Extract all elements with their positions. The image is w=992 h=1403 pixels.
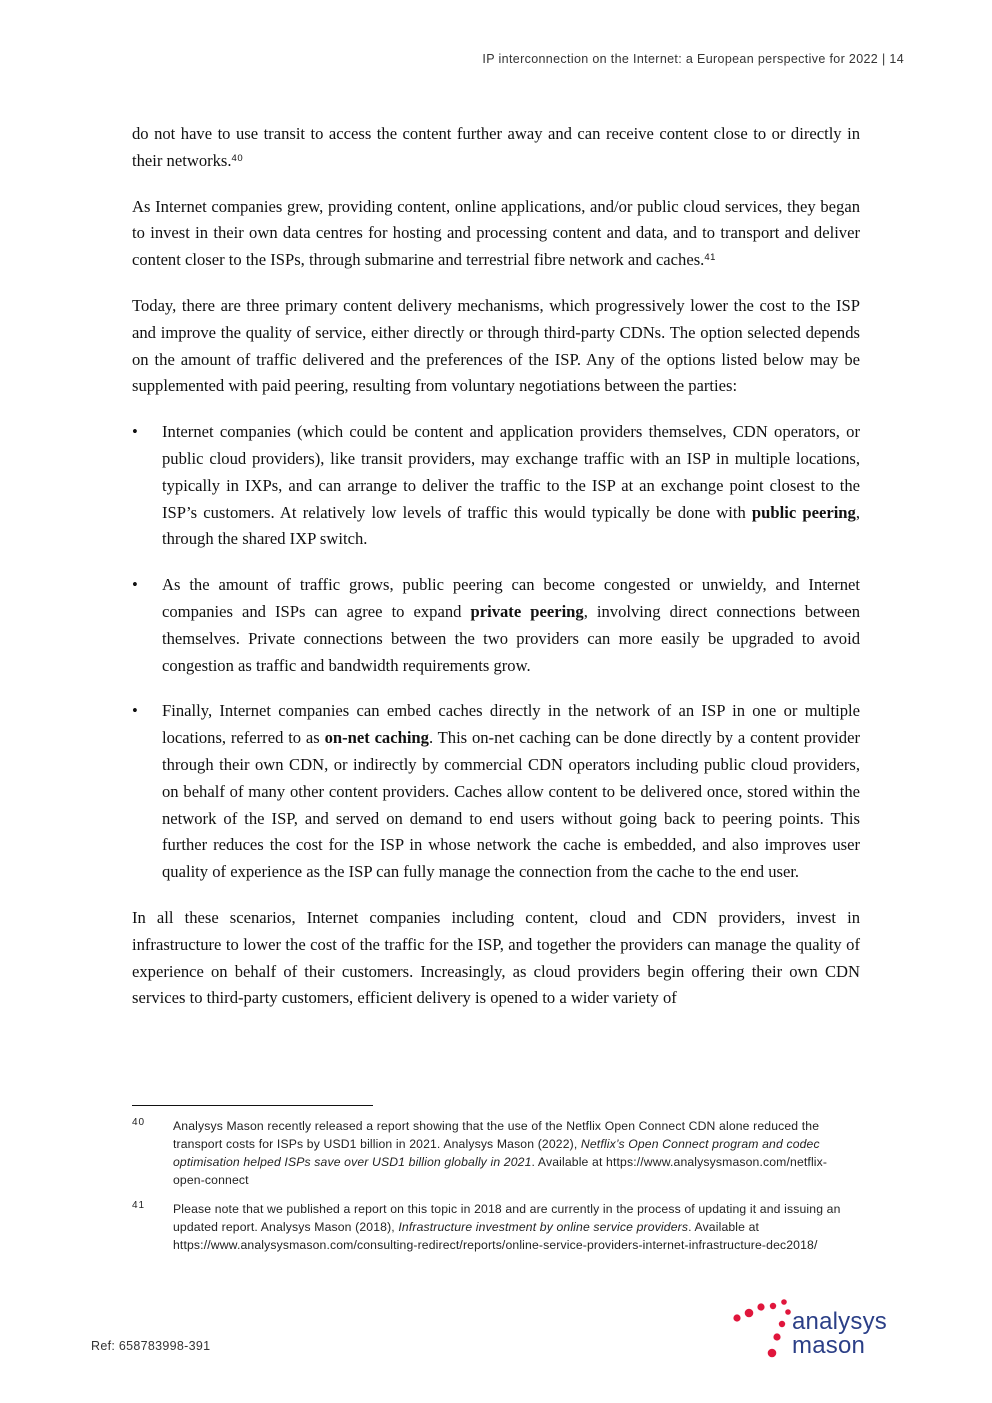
- bullet-icon: •: [132, 575, 138, 595]
- footnote-number: 40: [132, 1117, 146, 1128]
- document-reference: Ref: 658783998-391: [91, 1339, 211, 1353]
- footnote-link-text[interactable]: . Available at https://www.analysysmason.com/netflix-open-connect: [173, 1155, 828, 1187]
- list-item-on-net-caching: [132, 698, 860, 886]
- footnote-ref-41[interactable]: 41: [704, 252, 716, 264]
- paragraph-4: In all these scenarios, Internet companies including content, cloud and CDN providers, invest in infrastructure to lower the cost of the traffic for the ISP, and together the providers can manage the quality of experience on behalf of their customers. Increasingly, as cloud providers begin offering their own CDN services to third-party customers, efficient delivery is opened to a wider variety of: [132, 907, 860, 1008]
- footnote-citation-title: Infrastructure investment by online service providers: [398, 1220, 689, 1234]
- footnote-text: Analysys Mason recently released a report showing that the use of the Netflix Open Connect CDN alone reduced the transport costs for ISPs by USD1 billion in 2021. Analysys Mason (2022),: [173, 1119, 820, 1151]
- list-item-text: Internet companies (which could be content and application providers themselves, CDN operators, or public cloud providers), like transit providers, may exchange traffic with an ISP in multiple locations, typically in IXPs, and can arrange to deliver the traffic to the ISP at an exchange point closest to the ISP’s customers. At relatively low levels of traffic this would typically be done with: [162, 422, 860, 522]
- term-on-net-caching: on-net caching: [324, 728, 429, 748]
- paragraph-1-text: do not have to use transit to access the content further away and can receive content close to or directly in their networks.: [132, 124, 860, 170]
- paragraph-3: Today, there are three primary content delivery mechanisms, which progressively lower the cost to the ISP and improve the quality of service, either directly or through third-party CDNs. The option selected depends on the amount of traffic delivered and the preferences of the ISP. Any of the options listed below may be supplemented with paid peering, resulting from voluntary negotiations between the parties:: [132, 295, 860, 396]
- footnote-number: 41: [132, 1200, 146, 1211]
- page-number: 14: [889, 52, 904, 66]
- logo-word-analysys: analysys: [792, 1308, 887, 1335]
- footnote-divider: [132, 1105, 373, 1106]
- list-item-text: , through the shared IXP switch.: [162, 502, 860, 549]
- bullet-icon: •: [132, 701, 138, 721]
- paragraph-1: [132, 121, 860, 175]
- list-item-text: As the amount of traffic grows, public peering can become congested or unwieldy, and Internet companies and ISPs can agree to expand: [162, 575, 860, 621]
- header-title: IP interconnection on the Internet: a European perspective for 2022: [482, 52, 879, 66]
- analysys-mason-logo: [730, 1296, 920, 1362]
- footnote-ref-40[interactable]: 40: [231, 152, 244, 164]
- header-separator: |: [881, 52, 886, 66]
- term-private-peering: private peering: [470, 601, 584, 621]
- delivery-mechanisms-list: [132, 419, 860, 886]
- paragraph-2-text: As Internet companies grew, providing content, online applications, and/or public cloud services, they began to invest in their own data centres for hosting and processing content and data, and to transport and deliver content closer to the ISPs, through submarine and terrestrial fibre network and caches.: [132, 196, 860, 270]
- body-text: [132, 121, 860, 1012]
- list-item-text: , involving direct connections between themselves. Private connections between the two providers can more easily be upgraded to avoid congestion as traffic and bandwidth requirements grow.: [162, 601, 860, 675]
- list-item-public-peering: [132, 419, 860, 553]
- logo-word-mason: mason: [792, 1332, 866, 1359]
- list-item-text: . This on-net caching can be done directly by a content provider through their own CDN, or indirectly by commercial CDN operators including public cloud providers, on behalf of many other content providers. Caches allow content to be delivered once, stored within the network of the ISP, and served on demand to end users without going back to peering points. This further reduces the cost for the ISP in whose network the cache is embedded, and also improves user quality of experience as the ISP can fully manage the connection from the cache to the end user.: [162, 728, 860, 882]
- paragraph-2: [132, 194, 860, 274]
- running-header: [482, 52, 904, 66]
- list-item-private-peering: [132, 572, 860, 679]
- logo-dots-icon: [730, 1296, 794, 1362]
- footnote-41: [132, 1200, 856, 1254]
- footnote-40: [132, 1117, 856, 1189]
- list-item-text: Finally, Internet companies can embed caches directly in the network of an ISP in one or multiple locations, referred to as: [162, 701, 860, 748]
- footnote-citation-title: Netflix’s Open Connect program and codec optimisation helped ISPs save over USD1 billion globally in 2021: [173, 1137, 820, 1169]
- footnote-text: Please note that we published a report on this topic in 2018 and are currently in the process of updating it and issuing an updated report. Analysys Mason (2018),: [173, 1202, 841, 1234]
- term-public-peering: public peering: [751, 502, 856, 522]
- footnotes: [132, 1117, 856, 1265]
- footnote-link-text[interactable]: . Available at https://www.analysysmason.com/consulting-redirect/reports/online-service-providers-internet-infrastructure-dec2018/: [173, 1220, 818, 1252]
- bullet-icon: •: [132, 422, 138, 442]
